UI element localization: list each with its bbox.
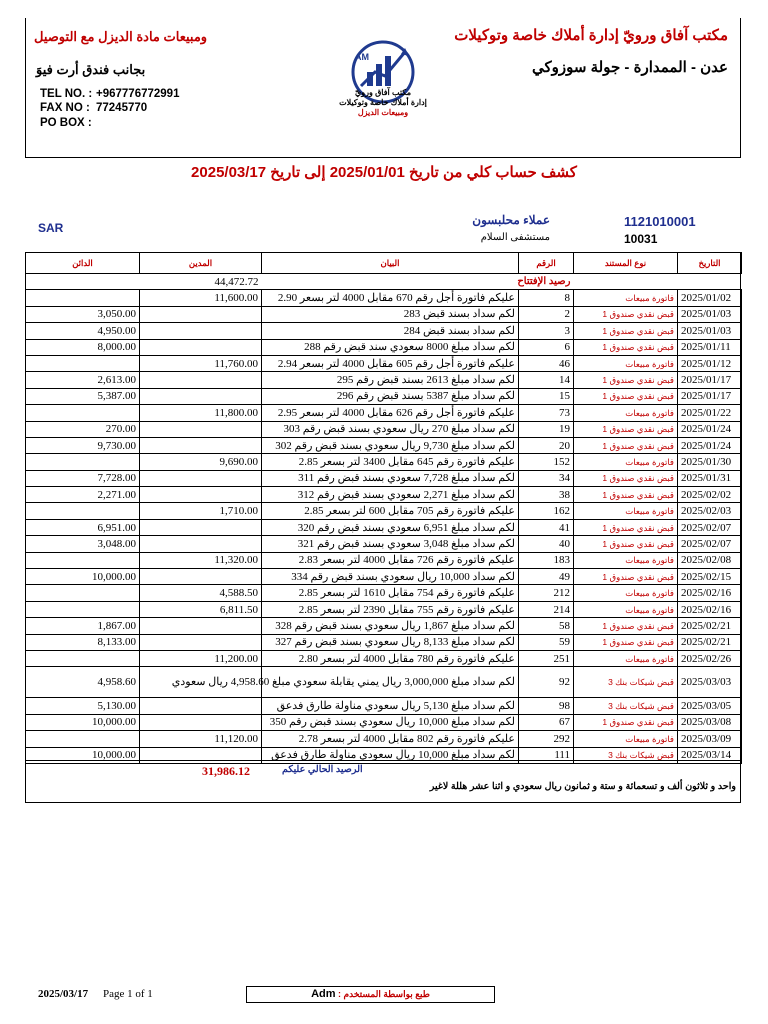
credit-cell: 3,048.00 [26, 536, 140, 552]
credit-cell: 5,387.00 [26, 388, 140, 404]
credit-cell: 4,950.00 [26, 323, 140, 339]
date-cell: 2025/03/09 [678, 731, 742, 747]
date-cell: 2025/02/16 [678, 585, 742, 601]
date-cell: 2025/01/24 [678, 421, 742, 437]
doc-type-cell: فاتورة مبيعات [574, 650, 678, 666]
debit-cell: 9,690.00 [140, 454, 262, 470]
debit-cell [140, 437, 262, 453]
doc-type-cell: قبض نقدي صندوق 1 [574, 372, 678, 388]
doc-type-cell: فاتورة مبيعات [574, 552, 678, 568]
table-row [26, 290, 742, 306]
credit-cell [26, 585, 140, 601]
debit-cell [140, 421, 262, 437]
doc-type-cell: فاتورة مبيعات [574, 290, 678, 306]
current-balance-label: الرصيد الحالي عليكم [282, 764, 363, 775]
credit-cell [26, 355, 140, 371]
doc-type-cell: قبض نقدي صندوق 1 [574, 634, 678, 650]
footer-date: 2025/03/17 [38, 988, 89, 1000]
description-cell: لكم سداد مبلغ 2613 بسند قبض رقم 295 [262, 372, 519, 388]
pobox-label: PO BOX : [40, 117, 92, 129]
doc-type-cell: فاتورة مبيعات [574, 503, 678, 519]
table-row [26, 503, 742, 519]
date-cell: 2025/03/08 [678, 714, 742, 730]
description-cell: عليكم فاتورة رقم 726 مقابل 4000 لتر بسعر 2.83 [262, 552, 519, 568]
description-cell: عليكم فاتورة أجل رقم 670 مقابل 4000 لتر بسعر 2.90 [262, 290, 519, 306]
debit-cell [140, 339, 262, 355]
credit-cell: 10,000.00 [26, 747, 140, 763]
date-cell: 2025/03/05 [678, 698, 742, 714]
number-cell: 212 [519, 585, 574, 601]
table-row [26, 306, 742, 322]
debit-cell [140, 306, 262, 322]
date-cell: 2025/01/22 [678, 405, 742, 421]
debit-cell [140, 536, 262, 552]
number-cell: 58 [519, 618, 574, 634]
number-cell: 2 [519, 306, 574, 322]
description-cell: عليكم فاتورة رقم 755 مقابل 2390 لتر بسعر 2.85 [262, 601, 519, 617]
tel-line [40, 88, 179, 100]
credit-cell: 2,271.00 [26, 487, 140, 503]
date-cell: 2025/01/02 [678, 290, 742, 306]
table-row [26, 552, 742, 568]
date-cell: 2025/01/12 [678, 355, 742, 371]
debit-cell [140, 519, 262, 535]
company-name: مكتب آفاق ورويّ إدارة أملاك خاصة وتوكيلات [454, 27, 728, 44]
debit-cell [140, 470, 262, 486]
number-cell: 111 [519, 747, 574, 763]
col-debit: المدين [140, 253, 262, 274]
table-row [26, 405, 742, 421]
number-cell: 92 [519, 667, 574, 698]
description-cell: لكم سداد مبلغ 5,130 ريال سعودي مناولة طارق فدعق [262, 698, 519, 714]
number-cell: 6 [519, 339, 574, 355]
doc-type-cell: قبض نقدي صندوق 1 [574, 437, 678, 453]
doc-type-cell: قبض نقدي صندوق 1 [574, 536, 678, 552]
number-cell: 49 [519, 569, 574, 585]
credit-cell [26, 650, 140, 666]
logo-caption-2: إدارة أملاك خاصة وتوكيلات [339, 98, 427, 107]
doc-type-cell: قبض نقدي صندوق 1 [574, 618, 678, 634]
description-cell: لكم سداد مبلغ 1,867 ريال سعودي بسند قبض رقم 328 [262, 618, 519, 634]
tel-label: TEL NO. : [40, 88, 93, 100]
logo-caption-3: ومبيعات الديزل [357, 108, 409, 117]
table-row [26, 650, 742, 666]
number-cell: 40 [519, 536, 574, 552]
date-cell: 2025/02/08 [678, 552, 742, 568]
company-address: عدن - الممدارة - جولة سوزوكي [532, 59, 728, 76]
col-doc-type: نوع المستند [574, 253, 678, 274]
description-cell: عليكم فاتورة رقم 645 مقابل 3400 لتر بسعر 2.85 [262, 454, 519, 470]
doc-type-cell: قبض شيكات بنك 3 [574, 698, 678, 714]
col-credit: الدائن [26, 253, 140, 274]
debit-cell [140, 487, 262, 503]
debit-cell: 11,200.00 [140, 650, 262, 666]
description-cell: عليكم فاتورة أجل رقم 626 مقابل 4000 لتر بسعر 2.95 [262, 405, 519, 421]
number-cell: 251 [519, 650, 574, 666]
table-row [26, 536, 742, 552]
table-row [26, 388, 742, 404]
debit-cell [140, 323, 262, 339]
doc-type-cell: قبض نقدي صندوق 1 [574, 714, 678, 730]
table-row [26, 421, 742, 437]
debit-cell [140, 634, 262, 650]
debit-cell: 11,120.00 [140, 731, 262, 747]
date-cell: 2025/02/21 [678, 634, 742, 650]
date-cell: 2025/01/17 [678, 372, 742, 388]
description-cell: لكم سداد بسند قبض 284 [262, 323, 519, 339]
number-cell: 8 [519, 290, 574, 306]
description-cell: لكم سداد مبلغ 10,000 ريال سعودي مناولة طارق فدعق [262, 747, 519, 763]
description-cell: عليكم فاتورة رقم 780 مقابل 4000 لتر بسعر 2.80 [262, 650, 519, 666]
tel-value: +967776772991 [96, 88, 180, 100]
date-cell: 2025/02/15 [678, 569, 742, 585]
number-cell: 73 [519, 405, 574, 421]
currency-label: SAR [38, 221, 64, 235]
date-cell: 2025/02/07 [678, 519, 742, 535]
date-cell: 2025/02/07 [678, 536, 742, 552]
date-cell: 2025/01/03 [678, 323, 742, 339]
doc-type-cell: فاتورة مبيعات [574, 601, 678, 617]
fax-line [40, 102, 147, 114]
table-row [26, 618, 742, 634]
number-cell: 38 [519, 487, 574, 503]
date-cell: 2025/02/26 [678, 650, 742, 666]
doc-type-cell: قبض نقدي صندوق 1 [574, 519, 678, 535]
logo-caption-1: مكتب آفاق ورويّ [355, 88, 411, 97]
doc-type-cell: قبض شيكات بنك 3 [574, 667, 678, 698]
debit-cell [140, 372, 262, 388]
table-row [26, 454, 742, 470]
credit-cell: 10,000.00 [26, 569, 140, 585]
description-cell: لكم سداد مبلغ 2,271 سعودي بسند قبض رقم 312 [262, 487, 519, 503]
debit-cell: 4,588.50 [140, 585, 262, 601]
debit-cell: 11,320.00 [140, 552, 262, 568]
date-cell: 2025/01/11 [678, 339, 742, 355]
credit-cell [26, 454, 140, 470]
account-subname: مستشفى السلام [480, 232, 550, 243]
date-cell: 2025/02/02 [678, 487, 742, 503]
account-code: 10031 [624, 232, 658, 246]
opening-balance-row [26, 274, 742, 290]
account-name: عملاء محلبسون [472, 213, 550, 227]
date-cell: 2025/03/03 [678, 667, 742, 698]
credit-cell [26, 503, 140, 519]
credit-cell: 270.00 [26, 421, 140, 437]
description-cell: لكم سداد مبلغ 7,728 سعودي بسند قبض رقم 311 [262, 470, 519, 486]
date-cell: 2025/01/30 [678, 454, 742, 470]
location-line: بجانب فندق أرت فيوَ [36, 62, 146, 77]
date-cell: 2025/01/03 [678, 306, 742, 322]
fax-label: FAX NO : [40, 102, 90, 114]
description-cell: عليكم فاتورة رقم 802 مقابل 4000 لتر بسعر 2.78 [262, 731, 519, 747]
credit-cell [26, 290, 140, 306]
number-cell: 292 [519, 731, 574, 747]
credit-cell: 8,133.00 [26, 634, 140, 650]
date-cell: 2025/02/03 [678, 503, 742, 519]
current-balance-value: 31,986.12 [202, 764, 250, 778]
table-row [26, 634, 742, 650]
doc-type-cell: قبض نقدي صندوق 1 [574, 388, 678, 404]
credit-cell: 8,000.00 [26, 339, 140, 355]
table-row [26, 667, 742, 698]
number-cell: 34 [519, 470, 574, 486]
description-cell: لكم سداد مبلغ 270 ريال سعودي بسند قبض رقم 303 [262, 421, 519, 437]
table-row [26, 470, 742, 486]
credit-cell [26, 552, 140, 568]
description-cell: عليكم فاتورة أجل رقم 605 مقابل 4000 لتر بسعر 2.94 [262, 355, 519, 371]
diesel-sales-line: ومبيعات مادة الديزل مع التوصيل [34, 29, 208, 44]
description-cell: لكم سداد مبلغ 6,951 سعودي بسند قبض رقم 320 [262, 519, 519, 535]
number-cell: 3 [519, 323, 574, 339]
description-cell: عليكم فاتورة رقم 754 مقابل 1610 لتر بسعر 2.85 [262, 585, 519, 601]
fax-value: 77245770 [96, 102, 148, 114]
number-cell: 15 [519, 388, 574, 404]
description-cell: لكم سداد مبلغ 9,730 ريال سعودي بسند قبض رقم 302 [262, 437, 519, 453]
credit-cell: 6,951.00 [26, 519, 140, 535]
credit-cell: 9,730.00 [26, 437, 140, 453]
date-cell: 2025/02/21 [678, 618, 742, 634]
description-cell: لكم سداد مبلغ 8,133 ريال سعودي بسند قبض رقم 327 [262, 634, 519, 650]
col-date: التاريخ [678, 253, 742, 274]
ledger-header-row [26, 253, 742, 274]
credit-cell [26, 601, 140, 617]
printed-by-label: طبع بواسطة المستخدم : [338, 989, 430, 999]
debit-cell: 6,811.50 [140, 601, 262, 617]
doc-type-cell: فاتورة مبيعات [574, 355, 678, 371]
table-row [26, 731, 742, 747]
balance-separator [25, 760, 741, 761]
doc-type-cell: قبض نقدي صندوق 1 [574, 323, 678, 339]
number-cell: 20 [519, 437, 574, 453]
credit-cell: 7,728.00 [26, 470, 140, 486]
description-cell: لكم سداد بسند قبض 283 [262, 306, 519, 322]
table-row [26, 569, 742, 585]
doc-type-cell: قبض نقدي صندوق 1 [574, 569, 678, 585]
credit-cell: 10,000.00 [26, 714, 140, 730]
table-row [26, 323, 742, 339]
account-number: 1121010001 [624, 214, 696, 229]
doc-type-cell: قبض شيكات بنك 3 [574, 747, 678, 763]
doc-type-cell: قبض نقدي صندوق 1 [574, 339, 678, 355]
pobox-line [40, 117, 96, 129]
doc-type-cell: قبض نقدي صندوق 1 [574, 306, 678, 322]
credit-cell: 3,050.00 [26, 306, 140, 322]
debit-cell: 11,800.00 [140, 405, 262, 421]
doc-type-cell: قبض نقدي صندوق 1 [574, 470, 678, 486]
debit-cell [140, 698, 262, 714]
date-cell: 2025/01/24 [678, 437, 742, 453]
table-row [26, 601, 742, 617]
opening-balance-label: رصيد الإفتتاح [262, 274, 574, 290]
ledger-table [25, 252, 742, 764]
description-cell: عليكم فاتورة رقم 705 مقابل 600 لتر بسعر 2.85 [262, 503, 519, 519]
logo-mark-text: AM [355, 52, 369, 62]
date-cell: 2025/01/17 [678, 388, 742, 404]
debit-cell [140, 618, 262, 634]
number-cell: 59 [519, 634, 574, 650]
doc-type-cell: فاتورة مبيعات [574, 454, 678, 470]
date-cell: 2025/02/16 [678, 601, 742, 617]
doc-type-cell: قبض نقدي صندوق 1 [574, 487, 678, 503]
printed-by-box [246, 986, 495, 1003]
description-cell: لكم سداد مبلغ 8000 سعودي سند قبض رقم 288 [262, 339, 519, 355]
table-row [26, 585, 742, 601]
number-cell: 162 [519, 503, 574, 519]
credit-cell: 5,130.00 [26, 698, 140, 714]
doc-type-cell: فاتورة مبيعات [574, 585, 678, 601]
number-cell: 214 [519, 601, 574, 617]
number-cell: 41 [519, 519, 574, 535]
table-row [26, 698, 742, 714]
description-cell: لكم سداد مبلغ 10,000 ريال سعودي بسند قبض رقم 350 [262, 714, 519, 730]
number-cell: 183 [519, 552, 574, 568]
credit-cell [26, 405, 140, 421]
debit-cell [140, 388, 262, 404]
col-number: الرقم [519, 253, 574, 274]
number-cell: 19 [519, 421, 574, 437]
number-cell: 46 [519, 355, 574, 371]
doc-type-cell: فاتورة مبيعات [574, 731, 678, 747]
table-row [26, 372, 742, 388]
table-row [26, 519, 742, 535]
description-cell: لكم سداد مبلغ 3,048 سعودي بسند قبض رقم 321 [262, 536, 519, 552]
description-cell: لكم سداد مبلغ 5387 بسند قبض رقم 296 [262, 388, 519, 404]
number-cell: 152 [519, 454, 574, 470]
number-cell: 14 [519, 372, 574, 388]
debit-cell: 1,710.00 [140, 503, 262, 519]
description-cell: لكم سداد 10,000 ريال سعودي بسند قبض رقم 334 [262, 569, 519, 585]
debit-cell [140, 714, 262, 730]
credit-cell: 1,867.00 [26, 618, 140, 634]
printed-by-user: Adm [311, 988, 336, 1000]
date-cell: 2025/01/31 [678, 470, 742, 486]
table-row [26, 437, 742, 453]
credit-cell: 4,958.60 [26, 667, 140, 698]
credit-cell: 2,613.00 [26, 372, 140, 388]
number-cell: 98 [519, 698, 574, 714]
description-cell: لكم سداد مبلغ 3,000,000 ريال يمني يقابلة سعودي مبلغ 4,958.60 ريال سعودي [262, 667, 519, 698]
doc-type-cell: فاتورة مبيعات [574, 405, 678, 421]
table-row [26, 339, 742, 355]
table-row [26, 487, 742, 503]
col-description: البيان [262, 253, 519, 274]
footer-page: Page 1 of 1 [103, 988, 153, 1000]
opening-balance: 44,472.72 [140, 274, 262, 290]
date-cell: 2025/03/14 [678, 747, 742, 763]
number-cell: 67 [519, 714, 574, 730]
table-row [26, 714, 742, 730]
balance-in-words: واحد و ثلاثون ألف و تسعمائة و ستة و ثمانون ريال سعودي و اثنا عشر هللة لاغير [429, 781, 736, 792]
credit-cell [26, 731, 140, 747]
table-row [26, 355, 742, 371]
debit-cell: 11,760.00 [140, 355, 262, 371]
debit-cell: 11,600.00 [140, 290, 262, 306]
doc-type-cell: قبض نقدي صندوق 1 [574, 421, 678, 437]
statement-title: كشف حساب كلي من تاريخ 2025/01/01 إلى تاريخ 2025/03/17 [191, 164, 577, 181]
debit-cell [140, 569, 262, 585]
